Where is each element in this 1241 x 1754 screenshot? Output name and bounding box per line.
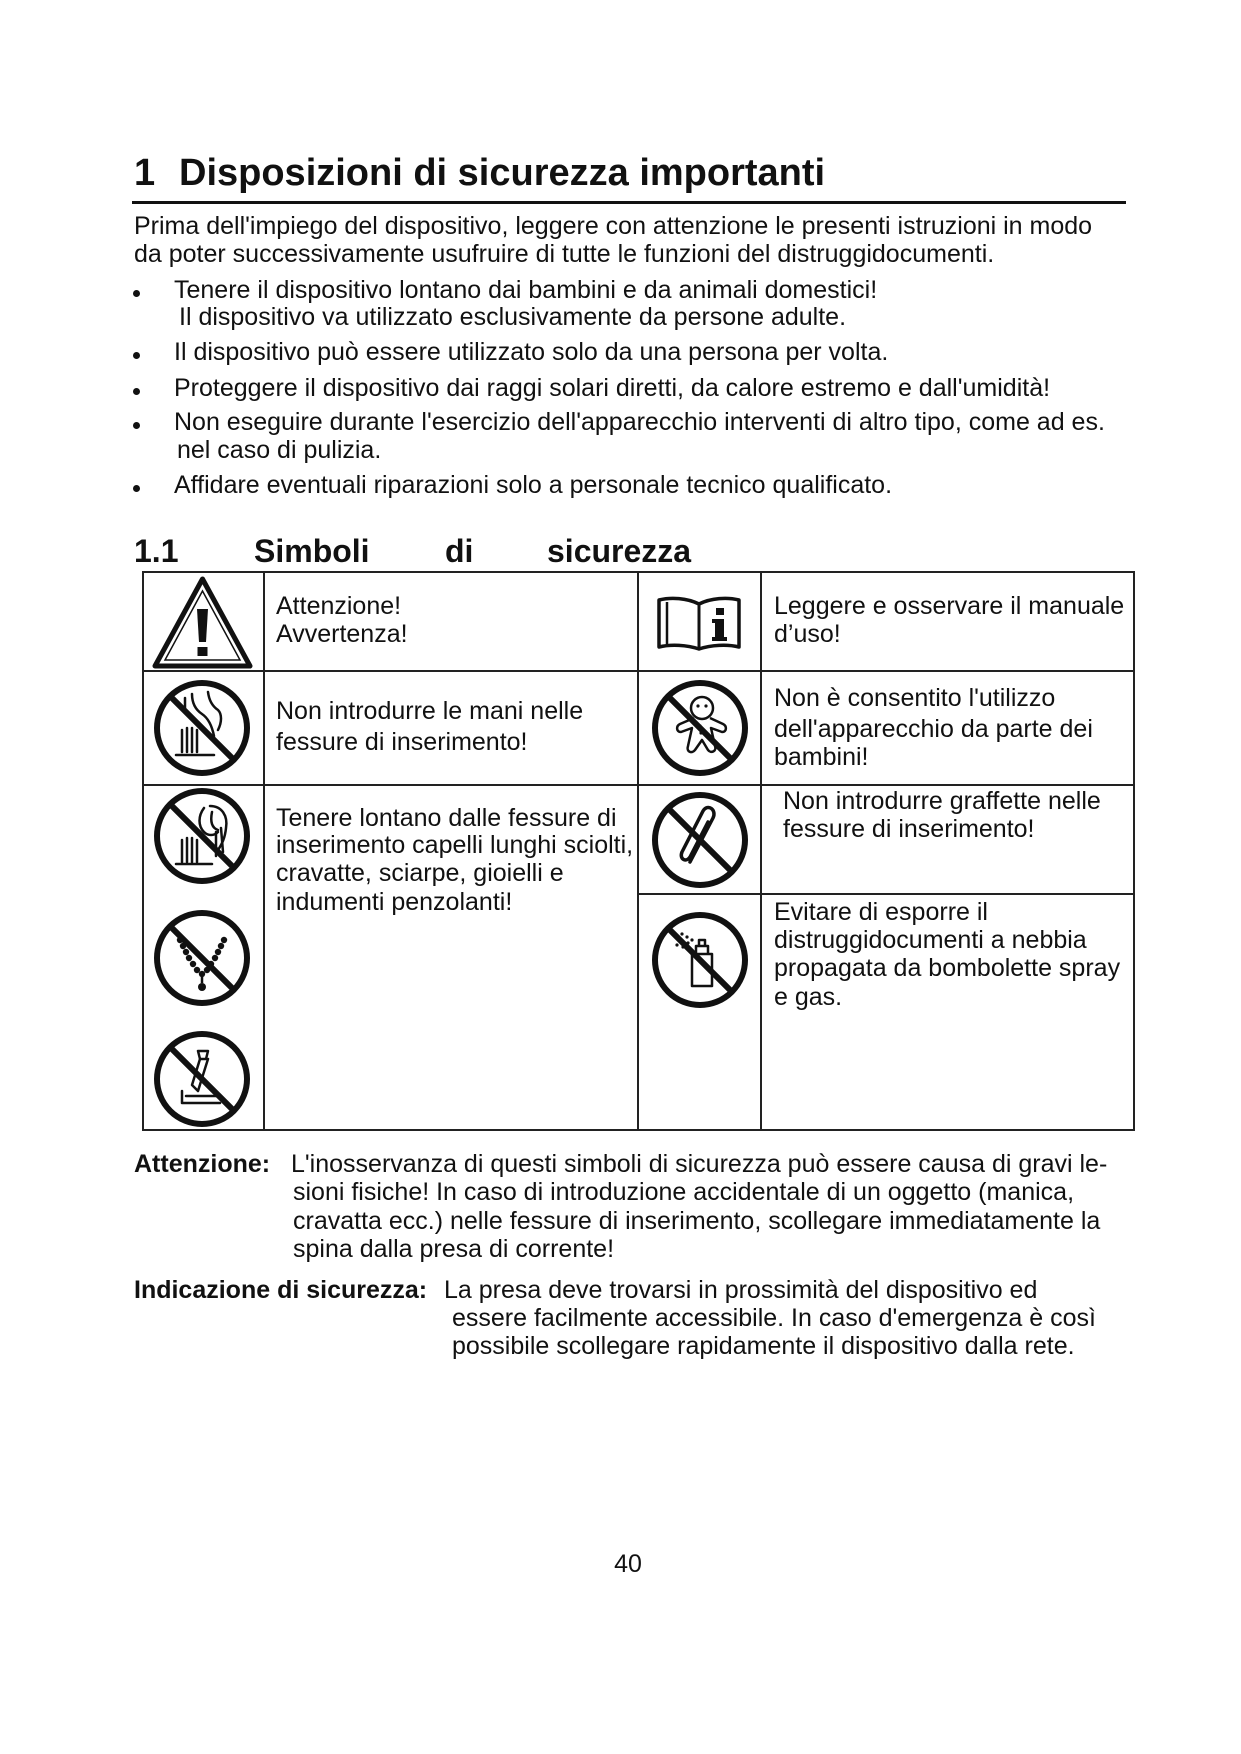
safety-symbols-table (142, 571, 1135, 1131)
page-title: Disposizioni di sicurezza importanti (179, 152, 826, 194)
list-item-text: Il dispositivo va utilizzato esclusivamente da persone adulte. (179, 303, 847, 331)
bullet-icon (133, 352, 140, 359)
symbol-description: Avvertenza! (276, 620, 408, 648)
symbol-icon-cell (638, 785, 761, 894)
note-text: La presa deve trovarsi in prossimità del dispositivo ed (444, 1276, 1038, 1304)
intro-text: Prima dell'impiego del dispositivo, leggere con attenzione le presenti istruzioni in modo (134, 212, 1093, 240)
symbol-description: cravatte, sciarpe, gioielli e (276, 859, 564, 887)
section-number: 1 (134, 152, 156, 194)
symbol-description: e gas. (774, 983, 843, 1011)
subheading-number: 1.1 (134, 533, 179, 569)
subheading-word: Simboli (254, 533, 370, 569)
symbol-text-cell (761, 894, 1135, 1131)
list-item-text: nel caso di pulizia. (177, 436, 382, 464)
note-text: essere facilmente accessibile. In caso d'emergenza è così (452, 1304, 1096, 1332)
symbol-description: Evitare di esporre il (774, 898, 988, 926)
note-text: L'inosservanza di questi simboli di sicurezza può essere causa di gravi le- (291, 1150, 1108, 1178)
symbol-description: distruggidocumenti a nebbia (774, 926, 1087, 954)
no-tie-icon (152, 1029, 252, 1129)
no-spray-icon (650, 910, 750, 1010)
bullet-icon (133, 388, 140, 395)
page-number: 40 (614, 1550, 642, 1578)
symbol-text-cell (264, 571, 638, 671)
symbol-description: Leggere e osservare il manuale (774, 592, 1125, 620)
symbol-text-cell (761, 571, 1135, 671)
note-text: cravatta ecc.) nelle fessure di inserimento, scollegare immediatamente la (293, 1207, 1101, 1235)
symbol-description: Non è consentito l'utilizzo (774, 684, 1056, 712)
symbol-description: Non introdurre graffette nelle (783, 787, 1101, 815)
symbol-description: Non introdurre le mani nelle (276, 697, 584, 725)
no-hands-icon (152, 678, 252, 778)
symbol-description: d’uso! (774, 620, 841, 648)
symbol-description: fessure di inserimento! (276, 728, 528, 756)
symbol-icon-cell (142, 571, 264, 671)
warning-triangle-icon (152, 576, 253, 669)
symbol-icon-cell (638, 571, 761, 671)
subheading-word: di (445, 533, 474, 569)
list-item-text: Tenere il dispositivo lontano dai bambini e da animali domestici! (174, 276, 878, 304)
note-text: spina dalla presa di corrente! (293, 1235, 615, 1263)
symbol-description: bambini! (774, 743, 869, 771)
subheading-word: sicurezza (547, 533, 692, 569)
no-long-hair-icon (152, 786, 252, 886)
symbol-description: propagata da bombolette spray (774, 954, 1121, 982)
symbol-text-cell (761, 671, 1135, 785)
symbol-text-cell (264, 671, 638, 785)
list-item-text: Il dispositivo può essere utilizzato solo da una persona per volta. (174, 338, 889, 366)
list-item-text: Proteggere il dispositivo dai raggi solari diretti, da calore estremo e dall'umidità! (174, 374, 1051, 402)
no-jewelry-icon (152, 908, 252, 1008)
note-text: sioni fisiche! In caso di introduzione accidentale di un oggetto (manica, (293, 1178, 1075, 1206)
symbol-description: fessure di inserimento! (783, 815, 1035, 843)
no-children-icon (650, 678, 750, 778)
symbol-text-cell (761, 785, 1135, 894)
symbol-icon-cell (638, 671, 761, 785)
read-manual-icon (657, 595, 741, 651)
list-item-text: Non eseguire durante l'esercizio dell'apparecchio interventi di altro tipo, come ad es. (174, 408, 1105, 436)
symbol-description: Tenere lontano dalle fessure di (276, 804, 617, 832)
bullet-icon (133, 290, 140, 297)
symbol-description: inserimento capelli lunghi sciolti, (276, 831, 634, 859)
title-underline (132, 201, 1126, 204)
note-label: Indicazione di sicurezza: (134, 1276, 428, 1304)
symbol-icon-cell (638, 894, 761, 1131)
symbol-description: dell'apparecchio da parte dei (774, 715, 1093, 743)
symbol-description: Attenzione! (276, 592, 402, 620)
symbol-description: indumenti penzolanti! (276, 888, 513, 916)
symbol-text-cell (264, 785, 638, 1131)
list-item-text: Affidare eventuali riparazioni solo a personale tecnico qualificato. (174, 471, 893, 499)
bullet-icon (133, 485, 140, 492)
symbol-icon-cell (142, 671, 264, 785)
note-label: Attenzione: (134, 1150, 271, 1178)
note-text: possibile scollegare rapidamente il dispositivo dalla rete. (452, 1332, 1075, 1360)
no-paperclip-icon (650, 790, 750, 890)
intro-text: da poter successivamente usufruire di tutte le funzioni del distruggidocumenti. (134, 240, 995, 268)
bullet-icon (133, 422, 140, 429)
symbol-icon-cell (142, 785, 264, 1131)
